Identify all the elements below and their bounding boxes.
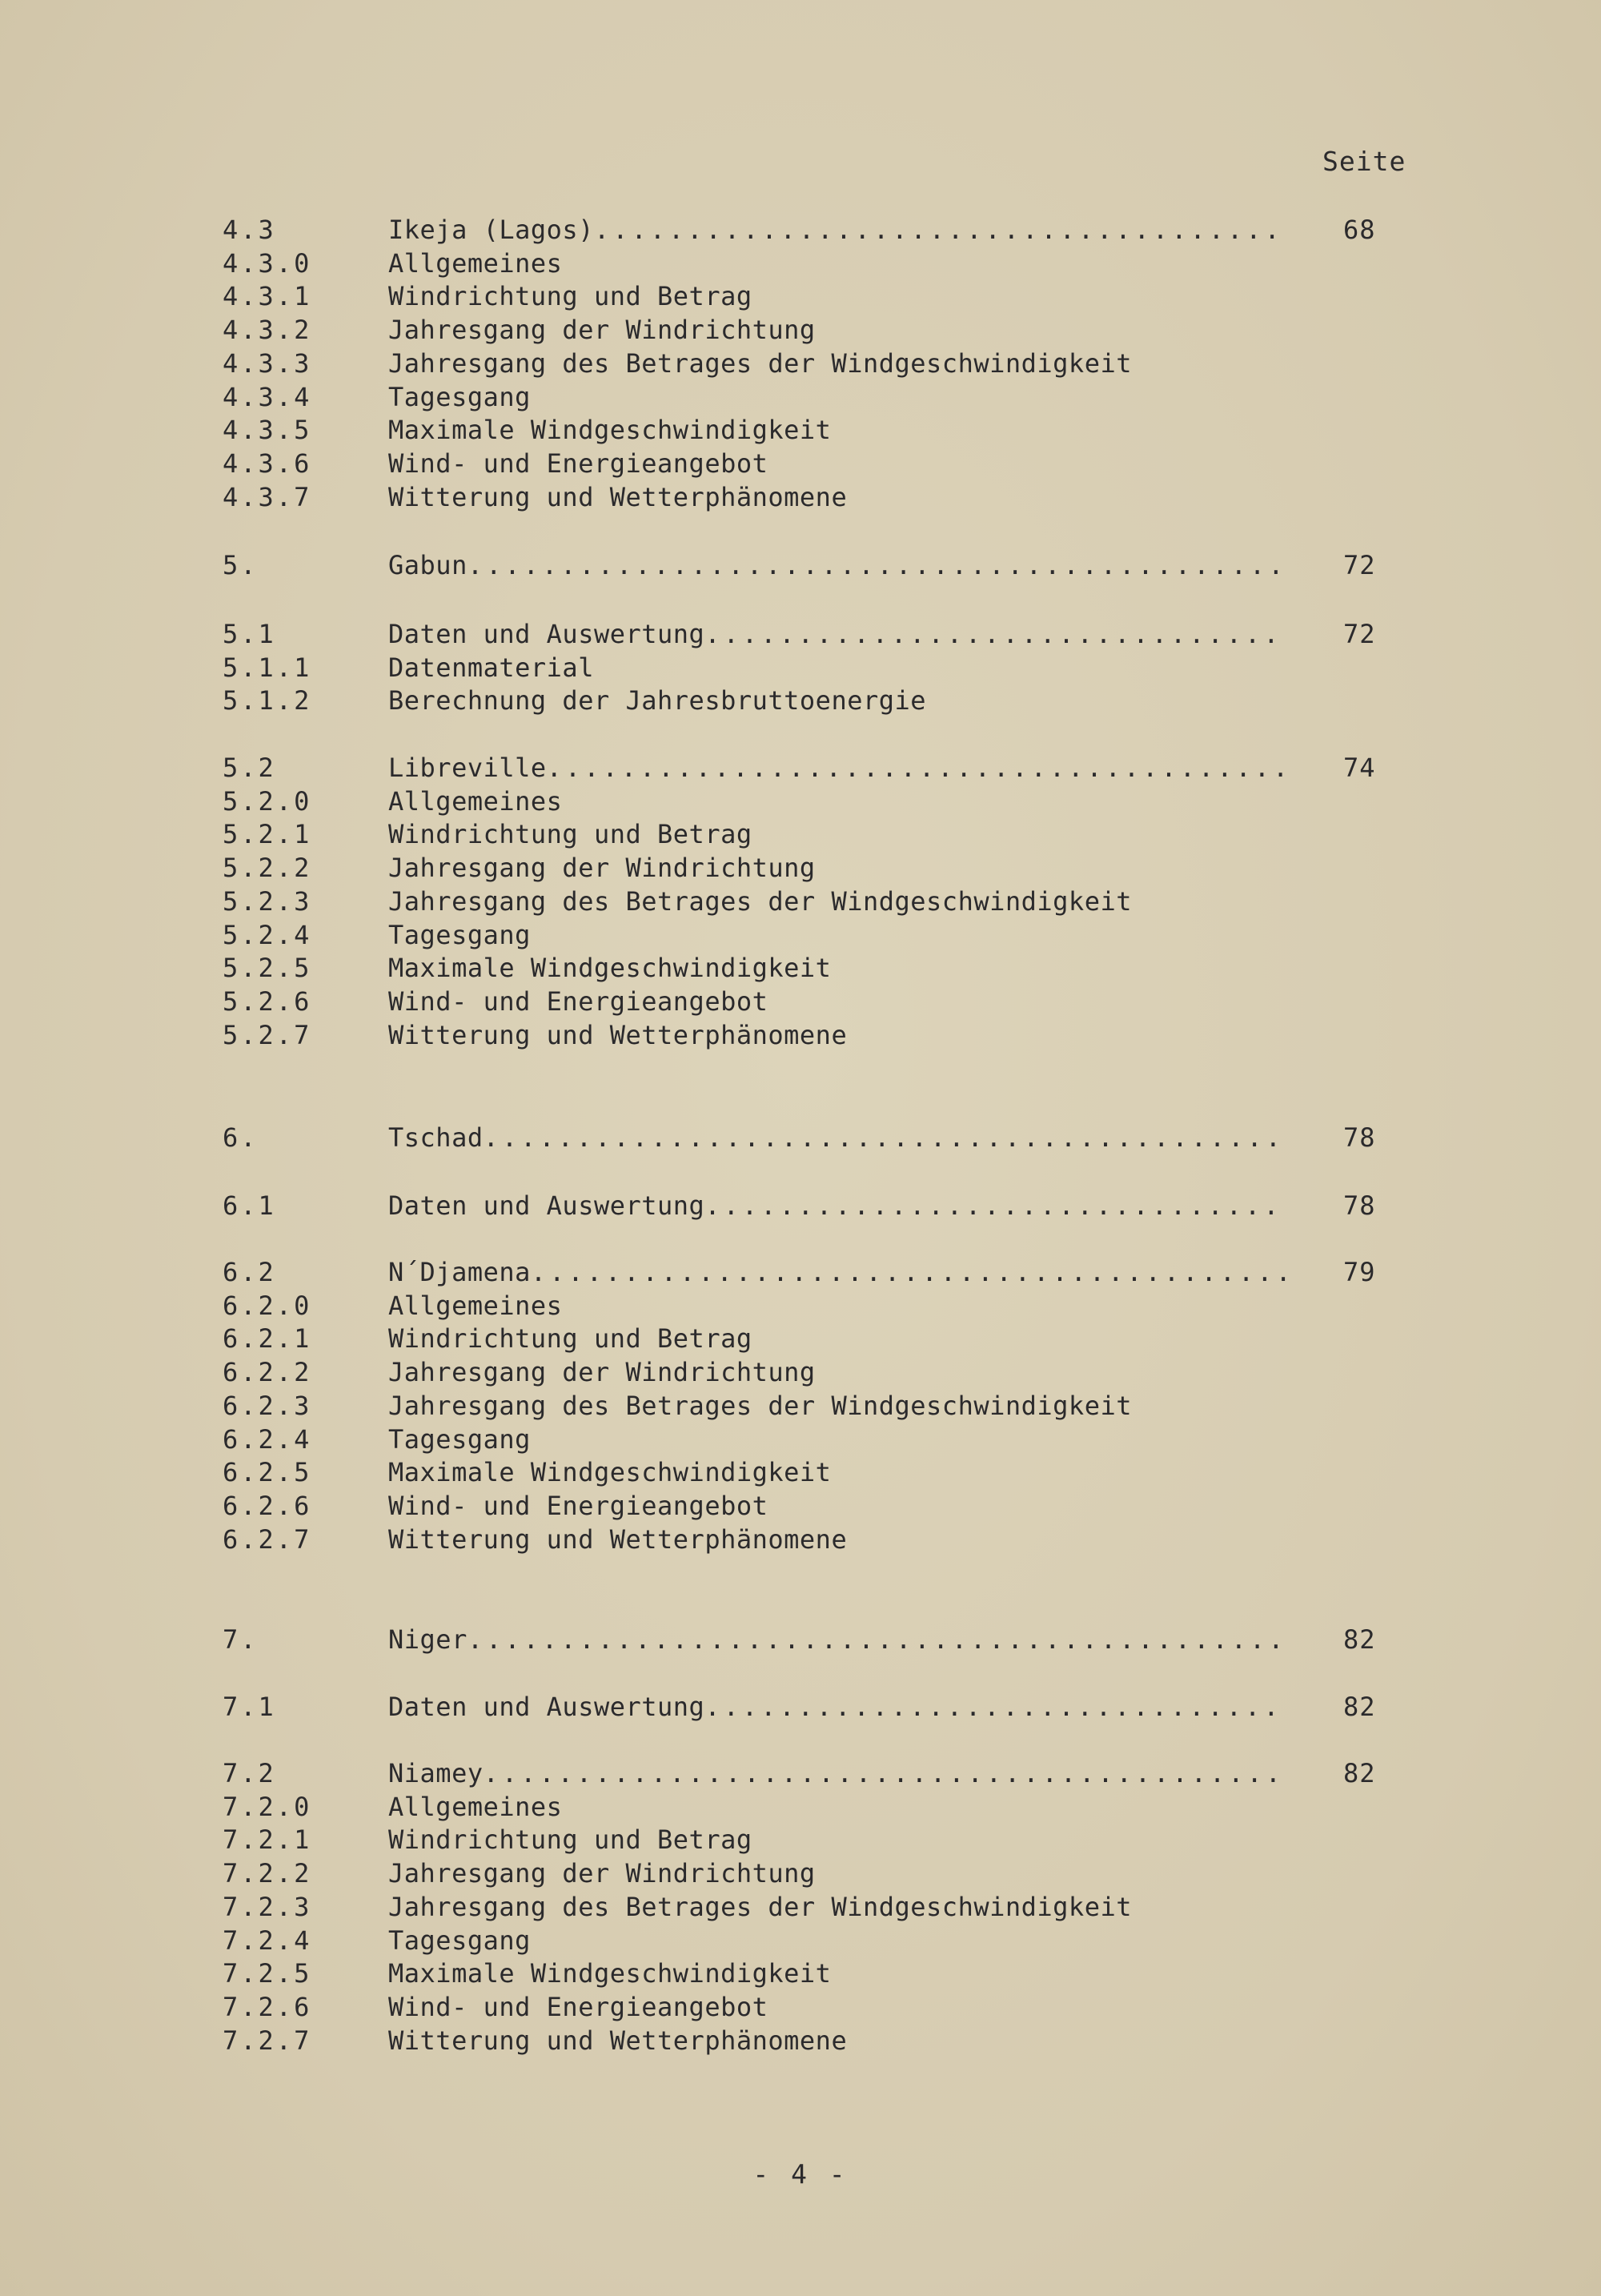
toc-entry-number: 4.3.6	[223, 448, 312, 479]
dot-leader	[704, 1190, 1288, 1221]
toc-entry	[0, 619, 1601, 652]
toc-entry	[0, 1624, 1601, 1658]
toc-entry	[0, 1758, 1601, 1792]
toc-entry	[0, 315, 1601, 348]
toc-entry	[0, 1290, 1601, 1324]
toc-entry	[0, 853, 1601, 886]
toc-entry-number: 5.2.1	[223, 819, 312, 850]
toc-entry	[0, 886, 1601, 920]
toc-entry-title-with-leader	[388, 550, 1288, 580]
toc-entry-page: 78	[1343, 1190, 1376, 1221]
toc-entry	[0, 652, 1601, 686]
toc-entry-number: 7.2.4	[223, 1925, 312, 1956]
toc-entry-title: Ikeja (Lagos)	[388, 215, 594, 245]
toc-entry-number: 7.2.3	[223, 1891, 312, 1922]
dot-leader	[467, 1624, 1288, 1655]
dot-leader	[531, 1257, 1288, 1287]
toc-entry-title: Maximale Windgeschwindigkeit	[388, 1958, 832, 1989]
toc-entry-number: 6.2	[223, 1257, 276, 1287]
toc-entry-number: 7.2.0	[223, 1791, 312, 1822]
toc-entry-title: Wind- und Energieangebot	[388, 985, 768, 1017]
toc-entry	[0, 920, 1601, 953]
toc-entry-number: 4.3	[223, 215, 276, 245]
toc-entry-title: Jahresgang der Windrichtung	[388, 853, 816, 884]
toc-entry-title: Windrichtung und Betrag	[388, 819, 752, 850]
toc-entry-number: 6.2.4	[223, 1423, 312, 1455]
dot-leader	[594, 215, 1288, 245]
toc-entry-number: 7.	[223, 1624, 259, 1655]
dot-leader	[547, 753, 1288, 783]
toc-entry	[0, 415, 1601, 448]
toc-entry	[0, 1323, 1601, 1357]
dot-leader	[484, 1122, 1288, 1153]
toc-entry-title: Wind- und Energieangebot	[388, 448, 768, 479]
toc-entry-title: Datenmaterial	[388, 652, 594, 683]
toc-entry-title: Witterung und Wetterphänomene	[388, 1523, 848, 1555]
toc-entry	[0, 550, 1601, 584]
toc-entry	[0, 382, 1601, 415]
dot-leader	[704, 619, 1288, 649]
toc-entry-number: 5.2	[223, 753, 276, 783]
toc-entry-number: 5.2.4	[223, 919, 312, 950]
toc-entry	[0, 986, 1601, 1020]
toc-chapter-title: Gabun	[388, 550, 467, 580]
toc-entry-title: Daten und Auswertung	[388, 619, 705, 649]
toc-entry	[0, 348, 1601, 382]
toc-entry-number: 7.2.5	[223, 1958, 312, 1989]
toc-entry-number: 5.2.6	[223, 985, 312, 1017]
toc-entry	[0, 1792, 1601, 1825]
toc-entry-title: Maximale Windgeschwindigkeit	[388, 953, 832, 984]
toc-entry-title: Jahresgang des Betrages der Windgeschwindigkeit	[388, 347, 1132, 379]
page-column-header: Seite	[1322, 146, 1406, 177]
toc-entry-title: Witterung und Wetterphänomene	[388, 1019, 848, 1050]
toc-entry-title: Wind- und Energieangebot	[388, 1490, 768, 1521]
toc-entry-title: Allgemeines	[388, 1791, 563, 1822]
toc-entry-title: Daten und Auswertung	[388, 1692, 705, 1722]
toc-entry-title: Witterung und Wetterphänomene	[388, 2025, 848, 2056]
toc-entry	[0, 953, 1601, 986]
toc-entry-title: Windrichtung und Betrag	[388, 281, 752, 312]
toc-entry-page: 68	[1343, 215, 1376, 245]
toc-entry-page: 78	[1343, 1122, 1376, 1153]
toc-entry-title: Maximale Windgeschwindigkeit	[388, 1457, 832, 1488]
toc-entry	[0, 819, 1601, 853]
toc-entry-title: Jahresgang der Windrichtung	[388, 315, 816, 346]
toc-entry-number: 6.2.0	[223, 1290, 312, 1321]
toc-entry-number: 4.3.4	[223, 381, 312, 412]
toc-entry	[0, 1457, 1601, 1491]
toc-entry-title: Jahresgang des Betrages der Windgeschwindigkeit	[388, 885, 1132, 917]
toc-entry-number: 4.3.2	[223, 315, 312, 346]
toc-entry	[0, 1925, 1601, 1959]
dot-leader	[484, 1758, 1288, 1788]
toc-entry-title: Berechnung der Jahresbruttoenergie	[388, 685, 927, 716]
toc-entry-title: Tagesgang	[388, 1925, 531, 1956]
toc-entry-number: 4.3.0	[223, 247, 312, 279]
toc-entry	[0, 685, 1601, 719]
toc-entry-number: 4.3.1	[223, 281, 312, 312]
toc-entry	[0, 248, 1601, 282]
toc-entry-number: 6.2.2	[223, 1357, 312, 1388]
toc-entry-number: 6.2.5	[223, 1457, 312, 1488]
toc-entry-page: 82	[1343, 1692, 1376, 1722]
toc-chapter-title: Tschad	[388, 1122, 484, 1153]
toc-entry-title: N´Djamena	[388, 1257, 531, 1287]
toc-entry	[0, 1958, 1601, 1992]
toc-entry-number: 7.2.7	[223, 2025, 312, 2056]
toc-entry	[0, 1190, 1601, 1224]
toc-entry-title: Daten und Auswertung	[388, 1190, 705, 1221]
toc-entry-title-with-leader	[388, 1758, 1288, 1788]
toc-entry	[0, 1257, 1601, 1290]
toc-entry-number: 5.	[223, 550, 259, 580]
toc-entry-number: 7.2.1	[223, 1824, 312, 1856]
toc-entry-title-with-leader	[388, 1692, 1288, 1722]
toc-entry	[0, 1524, 1601, 1558]
toc-entry-title: Jahresgang der Windrichtung	[388, 1858, 816, 1889]
toc-entry	[0, 215, 1601, 248]
toc-entry-number: 7.2.6	[223, 1991, 312, 2022]
toc-entry	[0, 1824, 1601, 1858]
toc-entry-title: Allgemeines	[388, 247, 563, 279]
toc-entry	[0, 281, 1601, 315]
toc-entry-number: 5.2.7	[223, 1019, 312, 1050]
toc-entry-number: 6.2.3	[223, 1390, 312, 1421]
toc-entry	[0, 753, 1601, 786]
toc-entry-number: 4.3.7	[223, 481, 312, 512]
toc-entry-page: 74	[1343, 753, 1376, 783]
toc-entry-page: 72	[1343, 619, 1376, 649]
toc-entry	[0, 1122, 1601, 1156]
toc-entry-title: Jahresgang der Windrichtung	[388, 1357, 816, 1388]
toc-entry	[0, 1424, 1601, 1458]
toc-entry-title: Wind- und Energieangebot	[388, 1991, 768, 2022]
toc-entry-title: Maximale Windgeschwindigkeit	[388, 415, 832, 446]
toc-entry-title: Jahresgang des Betrages der Windgeschwindigkeit	[388, 1891, 1132, 1922]
toc-entry-number: 5.2.2	[223, 853, 312, 884]
toc-entry	[0, 1357, 1601, 1391]
toc-entry-number: 5.2.5	[223, 953, 312, 984]
page-number: - 4 -	[752, 2158, 849, 2190]
toc-entry-title: Allgemeines	[388, 785, 563, 817]
toc-entry-title: Niamey	[388, 1758, 484, 1788]
toc-entry-number: 7.1	[223, 1692, 276, 1722]
toc-entry-page: 72	[1343, 550, 1376, 580]
toc-entry-title: Windrichtung und Betrag	[388, 1824, 752, 1856]
toc-entry-title-with-leader	[388, 1122, 1288, 1153]
toc-entry-title: Tagesgang	[388, 381, 531, 412]
toc-entry-number: 6.2.7	[223, 1523, 312, 1555]
toc-entry-title: Jahresgang des Betrages der Windgeschwindigkeit	[388, 1390, 1132, 1421]
toc-entry-number: 7.2	[223, 1758, 276, 1788]
toc-entry-number: 6.1	[223, 1190, 276, 1221]
toc-entry	[0, 1391, 1601, 1424]
toc-entry	[0, 1692, 1601, 1725]
toc-entry	[0, 1858, 1601, 1892]
toc-entry-number: 6.	[223, 1122, 259, 1153]
toc-entry-title: Windrichtung und Betrag	[388, 1323, 752, 1355]
toc-entry-number: 5.2.3	[223, 885, 312, 917]
toc-entry	[0, 1020, 1601, 1054]
toc-entry	[0, 448, 1601, 482]
toc-entry-title-with-leader	[388, 1624, 1288, 1655]
toc-entry-number: 5.1	[223, 619, 276, 649]
toc-entry-number: 4.3.3	[223, 347, 312, 379]
toc-entry-number: 5.1.1	[223, 652, 312, 683]
toc-entry	[0, 1892, 1601, 1925]
toc-entry-title: Witterung und Wetterphänomene	[388, 481, 848, 512]
dot-leader	[467, 550, 1288, 580]
toc-entry-page: 82	[1343, 1758, 1376, 1788]
toc-entry-number: 6.2.1	[223, 1323, 312, 1355]
toc-entry-title-with-leader	[388, 1190, 1288, 1221]
toc-entry-number: 4.3.5	[223, 415, 312, 446]
toc-entry-title: Libreville	[388, 753, 547, 783]
toc-entry	[0, 482, 1601, 516]
toc-entry	[0, 786, 1601, 820]
toc-chapter-title: Niger	[388, 1624, 467, 1655]
toc-entry-page: 79	[1343, 1257, 1376, 1287]
toc-entry-number: 6.2.6	[223, 1490, 312, 1521]
toc-entry-title-with-leader	[388, 753, 1288, 783]
toc-entry-title-with-leader	[388, 215, 1288, 245]
toc-entry-title: Allgemeines	[388, 1290, 563, 1321]
toc-entry-title-with-leader	[388, 619, 1288, 649]
toc-entry-number: 5.1.2	[223, 685, 312, 716]
toc-entry-title: Tagesgang	[388, 1423, 531, 1455]
toc-entry-title: Tagesgang	[388, 919, 531, 950]
toc-entry	[0, 1992, 1601, 2025]
toc-entry-title-with-leader	[388, 1257, 1288, 1287]
toc-entry-page: 82	[1343, 1624, 1376, 1655]
dot-leader	[704, 1692, 1288, 1722]
toc-entry-number: 5.2.0	[223, 785, 312, 817]
toc-entry	[0, 2025, 1601, 2059]
toc-entry	[0, 1491, 1601, 1524]
toc-entry-number: 7.2.2	[223, 1858, 312, 1889]
